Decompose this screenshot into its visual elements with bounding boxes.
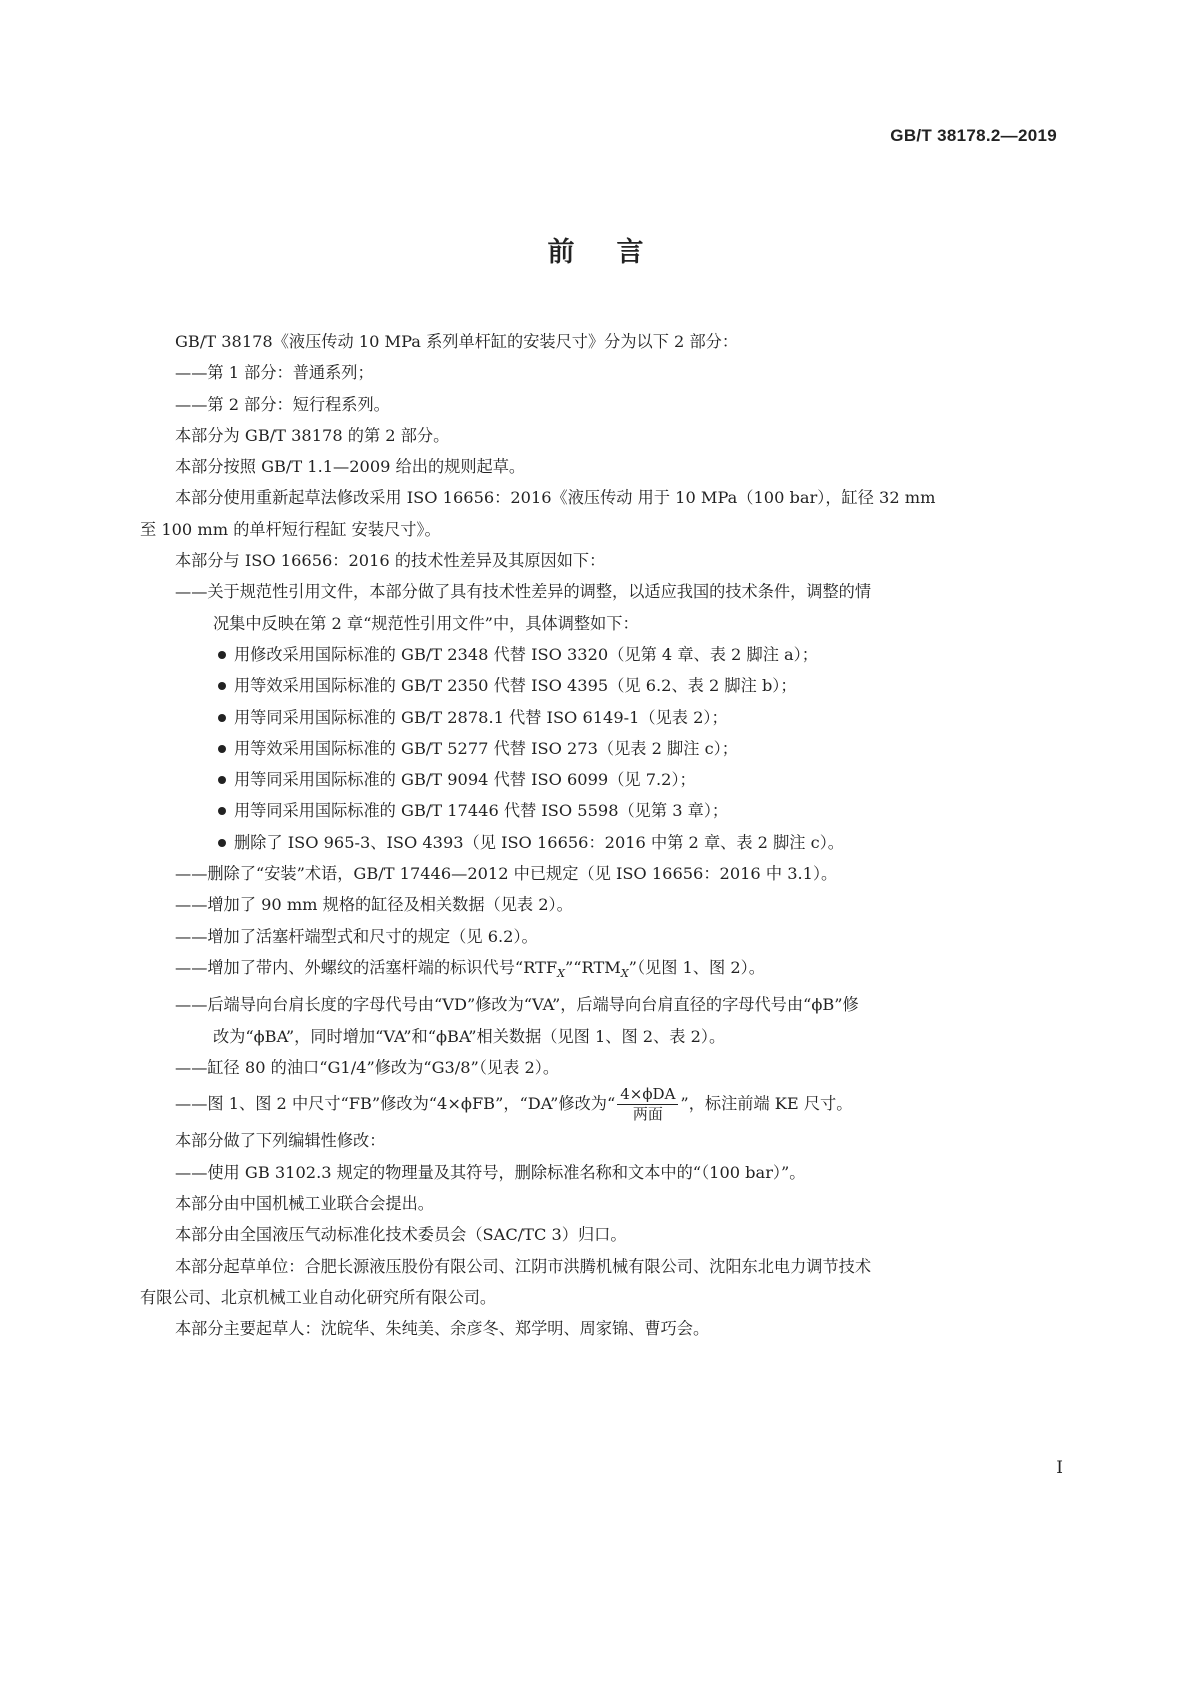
paragraph-differences: 本部分与 ISO 16656：2016 的技术性差异及其原因如下： (175, 551, 606, 571)
bullet-item: 用等同采用国际标准的 GB/T 17446 代替 ISO 5598（见第 3 章）； (140, 795, 1062, 826)
paragraph-drafting-units: 本部分起草单位：合肥长源液压股份有限公司、江阴市洪腾机械有限公司、沈阳东北电力调节技术 (175, 1256, 872, 1276)
fraction-denominator: 两面 (632, 1105, 663, 1124)
change-item-dimensions (140, 1083, 1062, 1125)
page-number: I (1056, 1458, 1063, 1478)
paragraph-adoption-cont: 至 100 mm 的单杆短行程缸 安装尺寸》。 (140, 519, 441, 539)
paragraph-parts: GB/T 38178《液压传动 10 MPa 系列单杆缸的安装尺寸》分为以下 2 部分： (175, 332, 739, 351)
paragraph-editorial: 本部分做了下列编辑性修改： (175, 1131, 386, 1151)
fraction (617, 1086, 678, 1124)
foreword-body (140, 326, 1062, 1344)
change-item: ——增加了 90 mm 规格的缸径及相关数据（见表 2）。 (175, 895, 573, 915)
change-text: ——图 1、图 2 中尺寸“FB”修改为“4×ϕFB”，“DA”修改为“ (175, 1094, 616, 1114)
change-text: ”“RTM (565, 957, 621, 977)
paragraph-proposed-by: 本部分由中国机械工业联合会提出。 (175, 1193, 434, 1213)
change-item-guide-shoulder: ——后端导向台肩长度的字母代号由“VD”修改为“VA”，后端导向台肩直径的字母代号由“ϕB”修 (175, 995, 859, 1015)
list-item-part1: ——第 1 部分：普通系列； (175, 363, 374, 383)
change-normative-refs-cont: 况集中反映在第 2 章“规范性引用文件”中，具体调整如下： (213, 613, 639, 633)
change-item: ——缸径 80 的油口“G1/4”修改为“G3/8”（见表 2）。 (175, 1058, 560, 1078)
paragraph-centralized-by: 本部分由全国液压气动标准化技术委员会（SAC/TC 3）归口。 (175, 1225, 627, 1245)
change-item-rod-end-codes (140, 952, 1062, 990)
bullet-item: 用等效采用国际标准的 GB/T 2350 代替 ISO 4395（见 6.2、表 2 脚注 b）； (140, 670, 1062, 701)
bullet-item: 删除了 ISO 965-3、ISO 4393（见 ISO 16656：2016 中第 2 章、表 2 脚注 c）。 (140, 827, 1062, 858)
change-text: ”（见图 1、图 2）。 (628, 957, 765, 977)
subscript: X (620, 967, 629, 981)
change-text: ——增加了带内、外螺纹的活塞杆端的标识代号“RTF (175, 957, 558, 977)
paragraph-drafting-rules: 本部分按照 GB/T 1.1—2009 给出的规则起草。 (175, 457, 526, 477)
bullet-item: 用等同采用国际标准的 GB/T 2878.1 代替 ISO 6149-1（见表 2）； (140, 702, 1062, 733)
standard-code: GB/T 38178.2—2019 (890, 126, 1057, 145)
change-item: ——删除了“安装”术语，GB/T 17446—2012 中已规定（见 ISO 16656：2016 中 3.1）。 (175, 864, 838, 884)
change-item: ——增加了活塞杆端型式和尺寸的规定（见 6.2）。 (175, 926, 538, 946)
change-normative-refs: ——关于规范性引用文件，本部分做了具有技术性差异的调整，以适应我国的技术条件，调整的情 (175, 582, 872, 602)
paragraph-drafting-units-cont: 有限公司、北京机械工业自动化研究所有限公司。 (140, 1287, 497, 1307)
bullet-item: 用等同采用国际标准的 GB/T 9094 代替 ISO 6099（见 7.2）； (140, 764, 1062, 795)
change-item-guide-shoulder-cont: 改为“ϕBA”，同时增加“VA”和“ϕBA”相关数据（见图 1、图 2、表 2）。 (213, 1026, 726, 1046)
paragraph-part-of: 本部分为 GB/T 38178 的第 2 部分。 (175, 425, 450, 445)
fraction-numerator: 4×ϕDA (617, 1086, 678, 1105)
change-text: ”，标注前端 KE 尺寸。 (680, 1094, 853, 1114)
list-item-part2: ——第 2 部分：短行程系列。 (175, 394, 390, 414)
bullet-item: 用修改采用国际标准的 GB/T 2348 代替 ISO 3320（见第 4 章、表 2 脚注 a）； (140, 639, 1062, 670)
editorial-item: ——使用 GB 3102.3 规定的物理量及其符号，删除标准名称和文本中的“（100 bar）”。 (175, 1162, 806, 1182)
subscript: X (557, 967, 565, 981)
page-title: 前言 (547, 237, 686, 268)
paragraph-adoption: 本部分使用重新起草法修改采用 ISO 16656：2016《液压传动 用于 10 MPa（100 bar），缸径 32 mm (175, 488, 936, 508)
paragraph-drafters: 本部分主要起草人：沈皖华、朱纯美、余彦冬、郑学明、周家锦、曹巧会。 (175, 1319, 710, 1339)
bullet-item: 用等效采用国际标准的 GB/T 5277 代替 ISO 273（见表 2 脚注 c）； (140, 733, 1062, 764)
